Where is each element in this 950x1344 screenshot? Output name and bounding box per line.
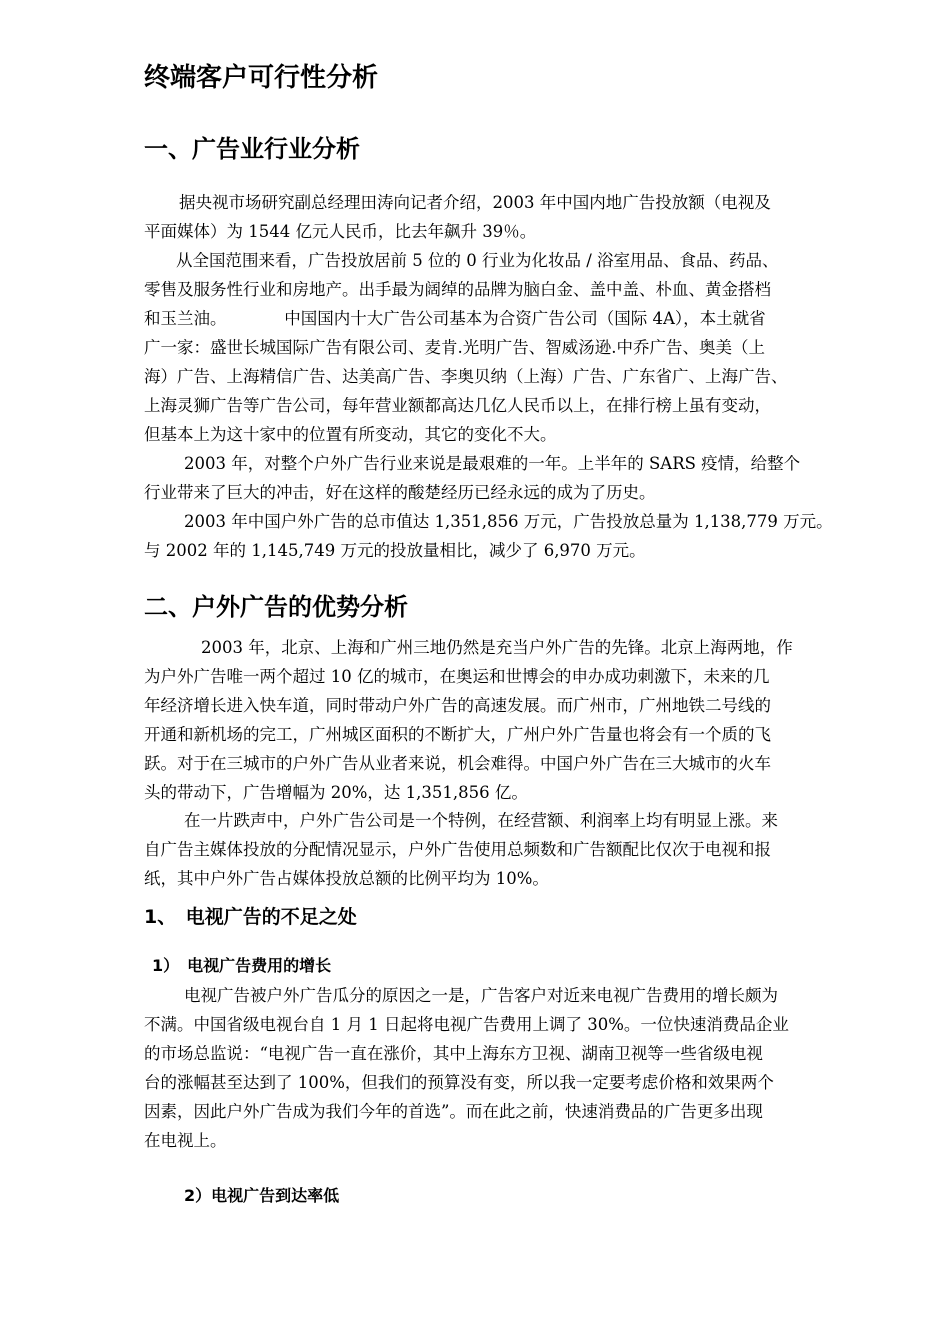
text-line: 2003 年中国户外广告的总市值达 1,351,856 万元，广告投放总量为 1,138,779 万元。 <box>184 512 833 531</box>
paragraph-tv-cost-growth <box>144 981 789 1155</box>
section-heading-industry-analysis: 一、广告业行业分析 <box>144 135 360 163</box>
text-line: 平面媒体）为 1544 亿元人民币，比去年飙升 39％。 <box>144 222 537 241</box>
text-line: 纸，其中户外广告占媒体投放总额的比例平均为 10%。 <box>144 869 549 888</box>
text-line: 自广告主媒体投放的分配情况显示，户外广告使用总频数和广告额配比仅次于电视和报 <box>144 840 771 859</box>
subsection-heading-tv-shortcomings: 1、 电视广告的不足之处 <box>144 906 357 928</box>
text-line: 行业带来了巨大的冲击，好在这样的酸楚经历已经永远的成为了历史。 <box>144 483 656 502</box>
text-line: 海）广告、上海精信广告、达美高广告、李奥贝纳（上海）广告、广东省广、上海广告、 <box>144 367 788 386</box>
paragraph-top-industries <box>144 246 788 449</box>
text-line: 据央视市场研究副总经理田涛向记者介绍，2003 年中国内地广告投放额（电视及 <box>179 193 771 212</box>
section-heading-outdoor-advantages: 二、户外广告的优势分析 <box>144 593 408 621</box>
text-line: 不满。中国省级电视台自 1 月 1 日起将电视广告费用上调了 30%。一位快速消费品企业 <box>144 1015 789 1034</box>
document-title: 终端客户可行性分析 <box>144 63 379 93</box>
text-line: 因素，因此户外广告成为我们今年的首选”。而在此之前，快速消费品的广告更多出现 <box>144 1102 763 1121</box>
text-line: 与 2002 年的 1,145,749 万元的投放量相比，减少了 6,970 万元。 <box>144 541 646 560</box>
paragraph-outdoor-market-value <box>144 507 833 565</box>
text-line: 上海灵狮广告等广告公司，每年营业额都高达几亿人民币以上，在排行榜上虽有变动， <box>144 396 771 415</box>
text-line: 在电视上。 <box>144 1131 227 1150</box>
text-line: 的市场总监说：“电视广告一直在涨价，其中上海东方卫视、湖南卫视等一些省级电视 <box>144 1044 763 1063</box>
paragraph-three-cities <box>144 633 793 807</box>
text-line: 在一片跌声中，户外广告公司是一个特例，在经营额、利润率上均有明显上涨。来 <box>184 811 778 830</box>
text-line: 从全国范围来看，广告投放居前 5 位的 0 行业为化妆品 / 浴室用品、食品、药品、 <box>176 251 779 270</box>
paragraph-2003-sars <box>144 449 800 507</box>
text-line: 但基本上为这十家中的位置有所变动，其它的变化不大。 <box>144 425 557 444</box>
text-line: 为户外广告唯一两个超过 10 亿的城市，在奥运和世博会的申办成功刺激下，未来的几 <box>144 667 770 686</box>
text-line: 台的涨幅甚至达到了 100%，但我们的预算没有变，所以我一定要考虑价格和效果两个 <box>144 1073 774 1092</box>
item-heading-tv-low-reach: 2）电视广告到达率低 <box>184 1186 340 1205</box>
paragraph-ad-spend <box>144 188 771 246</box>
text-line: 2003 年，对整个户外广告行业来说是最艰难的一年。上半年的 SARS 疫情，给整个 <box>184 454 801 473</box>
text-line: 头的带动下，广告增幅为 20%，达 1,351,856 亿。 <box>144 783 528 802</box>
text-line: 和玉兰油。 中国国内十大广告公司基本为合资广告公司（国际 4A），本土就省 <box>144 309 766 328</box>
text-line: 2003 年，北京、上海和广州三地仍然是充当户外广告的先锋。北京上海两地，作 <box>201 638 793 657</box>
text-line: 开通和新机场的完工，广州城区面积的不断扩大，广州户外广告量也将会有一个质的飞 <box>144 725 771 744</box>
text-line: 电视广告被户外广告瓜分的原因之一是，广告客户对近来电视广告费用的增长颇为 <box>184 986 778 1005</box>
item-heading-tv-cost-growth: 1） 电视广告费用的增长 <box>152 956 332 975</box>
paragraph-outdoor-growth <box>144 806 778 893</box>
text-line: 跃。对于在三城市的户外广告从业者来说，机会难得。中国户外广告在三大城市的火车 <box>144 754 771 773</box>
text-line: 零售及服务性行业和房地产。出手最为阔绰的品牌为脑白金、盖中盖、朴血、黄金搭档 <box>144 280 771 299</box>
text-line: 广一家：盛世长城国际广告有限公司、麦肯.光明广告、智威汤逊.中乔广告、奥美（上 <box>144 338 765 357</box>
text-line: 年经济增长进入快车道，同时带动户外广告的高速发展。而广州市，广州地铁二号线的 <box>144 696 771 715</box>
